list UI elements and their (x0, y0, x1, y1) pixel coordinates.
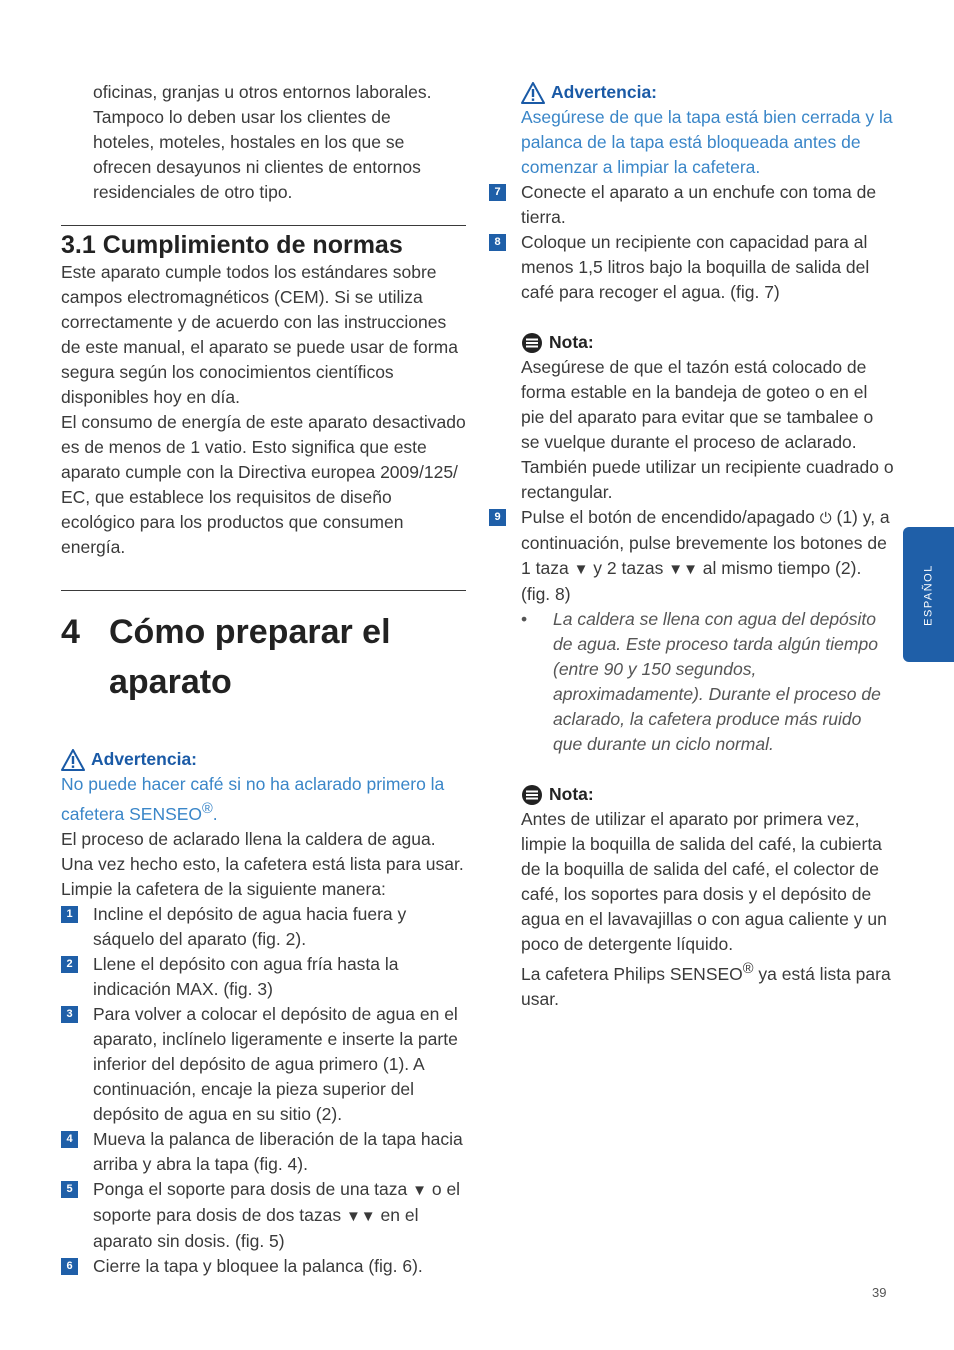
step-number-badge: 5 (61, 1181, 78, 1198)
left-column (61, 80, 466, 1279)
double-cup-icon: ▼▼ (668, 561, 698, 578)
step-text: Para volver a colocar el depósito de agua en el aparato, inclínelo ligeramente e inserte la parte inferior del depósito de agua primero (1). A continuación, encaje la pieza superior del depósito de agua en su sitio (2). (93, 1003, 458, 1124)
note-heading (521, 330, 895, 355)
final-text (521, 957, 895, 1012)
step-text-c: en el aparato sin dosis. (fig. 5) (93, 1204, 419, 1251)
step-number-badge: 8 (489, 234, 506, 251)
intro-line: ofrecen desayunos ni clientes de entornos (93, 157, 421, 177)
bullet-item (521, 607, 895, 757)
warning-text-end: . (212, 803, 218, 824)
step-text-c: y 2 tazas (593, 558, 664, 578)
warning-heading (61, 747, 466, 772)
warning-triangle-icon (61, 749, 85, 771)
body-paragraph: El proceso de aclarado llena la caldera de agua. Una vez hecho esto, la cafetera está lista para usar. Limpie la cafetera de la siguiente manera: (61, 828, 464, 899)
step-text-b: o el soporte para dosis de dos tazas (93, 1178, 461, 1225)
step-9-bullet-wrapper (489, 607, 895, 757)
warning-text (61, 772, 466, 827)
single-cup-icon: ▼ (573, 561, 589, 578)
step-5 (61, 1177, 466, 1254)
step-number-badge: 4 (61, 1131, 78, 1148)
chapter-title (61, 607, 466, 707)
language-label: ESPAÑOL (922, 563, 934, 626)
section-title: 3.1 Cumplimiento de normas (61, 231, 403, 259)
section-paragraph: El consumo de energía de este aparato desactivado es de menos de 1 vatio. Esto significa que este aparato cumple con la Directiva europea 2009/125/ EC, que establece los requisitos de diseño ecológico para los productos que consumen energía. (61, 412, 466, 557)
warning-block (61, 747, 466, 827)
note-label: Nota: (549, 332, 594, 352)
step-number-badge: 9 (489, 509, 506, 526)
language-side-tab (903, 527, 954, 662)
step-8 (489, 230, 895, 305)
step-text: Incline el depósito de agua hacia fuera y sáquelo del aparato (fig. 2). (93, 903, 407, 949)
step-text-d: al mismo tiempo (2). (fig. 8) (521, 558, 862, 604)
note-block (489, 782, 895, 1012)
final-text-b: ya está lista para usar. (521, 963, 891, 1009)
single-cup-icon: ▼ (412, 1181, 427, 1199)
step-2 (61, 952, 466, 1002)
warning-label: Advertencia: (551, 82, 658, 102)
registered-mark: ® (742, 961, 754, 977)
note-circle-icon (521, 332, 543, 354)
note-circle-icon (521, 784, 543, 806)
step-text-b: (1) y, a continuación, pulse brevemente los botones de 1 taza (521, 507, 890, 578)
right-column (489, 80, 895, 1012)
note-text: Antes de utilizar el aparato por primera vez, limpie la boquilla de salida del café, la cubierta de la boquilla de salida del café, el colector de café, los soportes para dosis y el depósito de agua en el lavavajillas o con agua caliente y un poco de detergente líquido. (521, 809, 887, 954)
chapter-title-line1: Cómo preparar el (109, 613, 391, 651)
warning-text: Asegúrese de que la tapa está bien cerrada y la palanca de la tapa está bloqueada antes de comenzar a limpiar la cafetera. (521, 107, 893, 177)
note-block (489, 330, 895, 505)
step-text: Mueva la palanca de liberación de la tapa hacia arriba y abra la tapa (fig. 4). (93, 1128, 463, 1174)
intro-line: residenciales de otro tipo. (93, 182, 293, 202)
note-text: Asegúrese de que el tazón está colocado de forma estable en la bandeja de goteo o en el pie del aparato para evitar que se tambalee o se vuelque durante el proceso de aclarado. También puede utilizar un recipiente cuadrado o rectangular. (521, 357, 894, 502)
step-1 (61, 902, 466, 952)
warning-text-main: No puede hacer café si no ha aclarado primero la cafetera SENSEO (61, 774, 445, 824)
chapter-number: 4 (61, 613, 80, 651)
warning-block (489, 80, 895, 180)
step-text: Conecte el aparato a un enchufe con toma de tierra. (521, 182, 877, 227)
section-paragraph: Este aparato cumple todos los estándares sobre campos electromagnéticos (CEM). Si se utiliza correctamente y de acuerdo con las instrucciones de este manual, el aparato se puede usar de forma segura según los conocimientos científicos disponibles hoy en día. (61, 262, 458, 407)
chapter-divider (61, 590, 466, 591)
intro-line: oficinas, granjas u otros entornos laborales. (93, 82, 432, 102)
warning-label: Advertencia: (91, 749, 198, 769)
note-label: Nota: (549, 784, 594, 804)
step-text-a: Pulse el botón de encendido/apagado (521, 507, 815, 527)
step-number-badge: 2 (61, 956, 78, 973)
warning-heading (521, 80, 895, 105)
step-number-badge: 7 (489, 184, 506, 201)
bullet-text: La caldera se llena con agua del depósito de agua. Este proceso tarda algún tiempo (entre 90 y 150 segundos, aproximadamente). Durante el proceso de aclarado, la cafetera produce más ruido que durante un ciclo normal. (553, 609, 881, 754)
step-3 (61, 1002, 466, 1127)
intro-line: Tampoco lo deben usar los clientes de (93, 107, 391, 127)
step-6 (61, 1254, 466, 1279)
intro-line: hoteles, moteles, hostales en los que se (93, 132, 405, 152)
final-text-a: La cafetera Philips SENSEO (521, 963, 743, 984)
warning-triangle-icon (521, 82, 545, 104)
step-text: Cierre la tapa y bloquee la palanca (fig. 6). (93, 1255, 423, 1276)
registered-mark: ® (202, 801, 213, 817)
note-heading (521, 782, 895, 807)
bullet-mark: • (521, 609, 528, 629)
power-icon: ⏻ (819, 510, 832, 527)
step-number-badge: 1 (61, 906, 78, 923)
intro-paragraph (61, 80, 466, 205)
step-text: Coloque un recipiente con capacidad para al menos 1,5 litros bajo la boquilla de salida del café para recoger el agua. (fig. 7) (521, 232, 870, 302)
step-number-badge: 6 (61, 1258, 78, 1275)
step-7 (489, 180, 895, 230)
step-9 (489, 505, 895, 607)
step-number-badge: 3 (61, 1006, 78, 1023)
step-4 (61, 1127, 466, 1177)
step-text: Llene el depósito con agua fría hasta la indicación MAX. (fig. 3) (93, 953, 399, 999)
double-cup-icon: ▼▼ (345, 1207, 376, 1225)
chapter-title-line2: aparato (109, 663, 232, 701)
page-number: 39 (872, 1285, 887, 1300)
step-text-a: Ponga el soporte para dosis de una taza (93, 1178, 408, 1199)
